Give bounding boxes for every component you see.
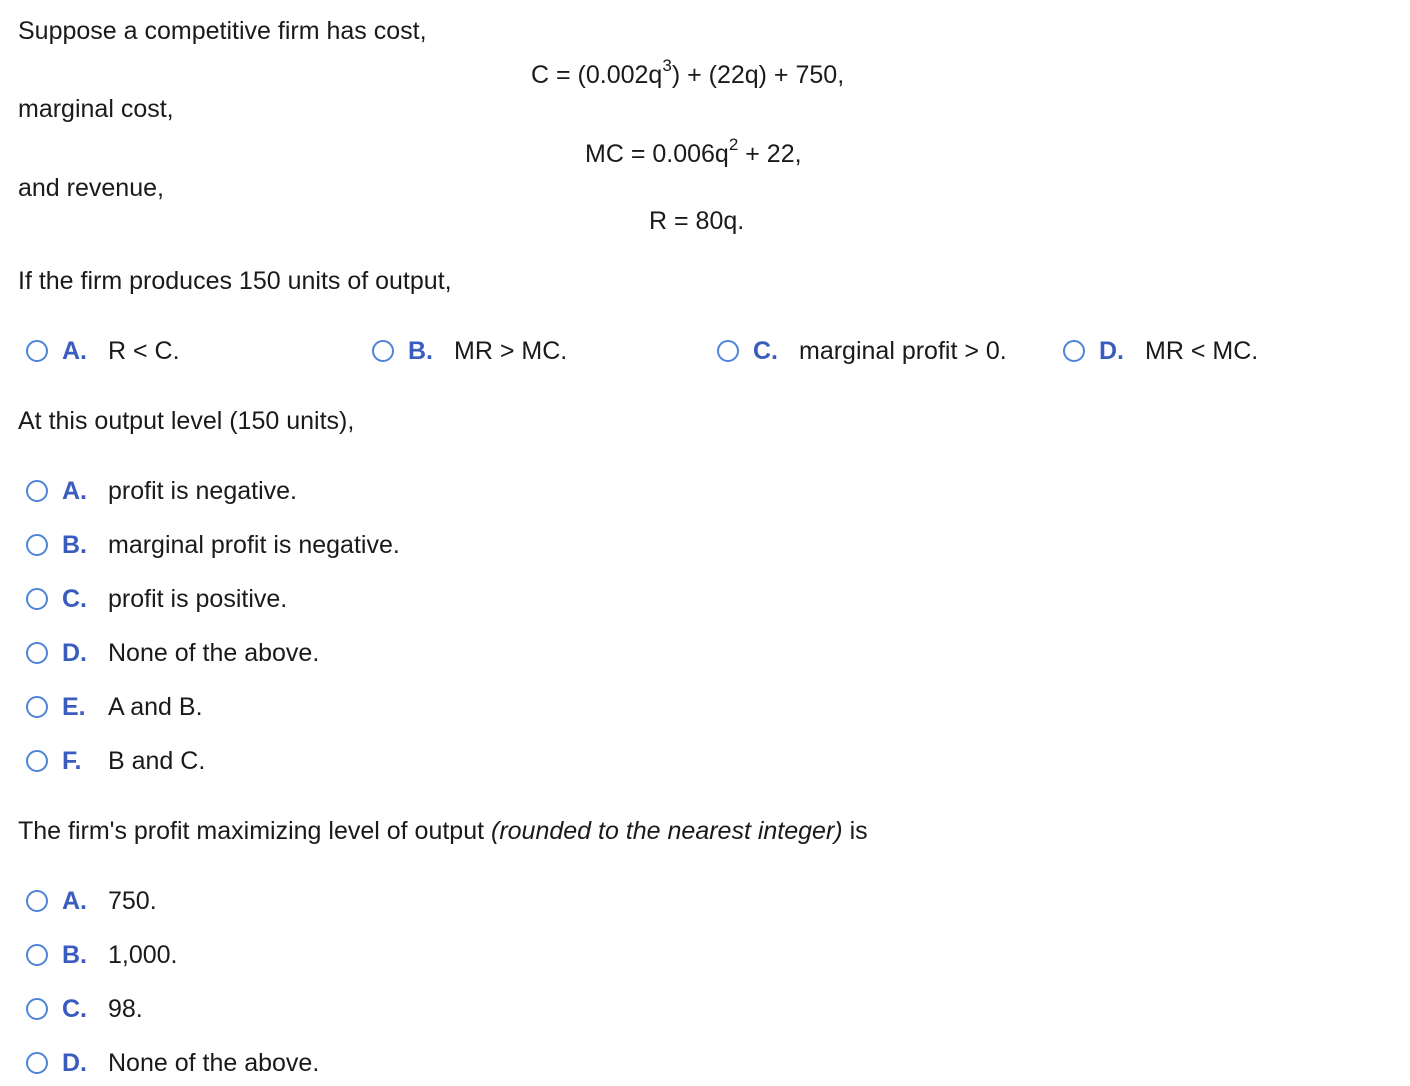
q3-option-a[interactable] bbox=[26, 886, 157, 916]
radio-button-icon[interactable] bbox=[26, 1052, 48, 1074]
radio-button-icon[interactable] bbox=[26, 890, 48, 912]
option-letter: C. bbox=[753, 336, 778, 365]
radio-button-icon[interactable] bbox=[26, 696, 48, 718]
option-text: 1,000. bbox=[108, 940, 178, 969]
q3-option-c[interactable] bbox=[26, 994, 143, 1024]
option-text: profit is positive. bbox=[108, 584, 288, 613]
option-letter: C. bbox=[62, 994, 87, 1023]
q3-prompt-end: is bbox=[842, 817, 868, 845]
cost-label: Suppose a competitive firm has cost, bbox=[18, 17, 427, 45]
option-text: None of the above. bbox=[108, 1048, 320, 1077]
option-letter: D. bbox=[62, 1048, 87, 1077]
radio-button-icon[interactable] bbox=[26, 480, 48, 502]
radio-button-icon[interactable] bbox=[26, 588, 48, 610]
option-letter: D. bbox=[62, 638, 87, 667]
radio-button-icon[interactable] bbox=[26, 642, 48, 664]
option-text: profit is negative. bbox=[108, 476, 297, 505]
cost-equation-exponent: 3 bbox=[662, 55, 672, 75]
radio-button-icon[interactable] bbox=[26, 340, 48, 362]
option-text: 98. bbox=[108, 994, 143, 1023]
option-letter: A. bbox=[62, 886, 87, 915]
option-text: marginal profit is negative. bbox=[108, 530, 400, 559]
option-letter: D. bbox=[1099, 336, 1124, 365]
option-text: A and B. bbox=[108, 692, 203, 721]
q1-option-d[interactable] bbox=[1063, 336, 1258, 366]
q2-option-e[interactable] bbox=[26, 692, 203, 722]
option-letter: E. bbox=[62, 692, 86, 721]
option-letter: C. bbox=[62, 584, 87, 613]
option-text: MR < MC. bbox=[1145, 336, 1259, 365]
option-letter: A. bbox=[62, 476, 87, 505]
radio-button-icon[interactable] bbox=[26, 944, 48, 966]
option-letter: B. bbox=[408, 336, 433, 365]
q3-prompt-text: The firm's profit maximizing level of output bbox=[18, 817, 491, 845]
cost-equation bbox=[531, 55, 845, 90]
mc-equation bbox=[585, 134, 802, 169]
option-letter: B. bbox=[62, 530, 87, 559]
cost-equation-part-a: C = (0.002q bbox=[531, 61, 663, 89]
q2-prompt: At this output level (150 units), bbox=[18, 407, 355, 435]
mc-equation-part-b: + 22, bbox=[738, 140, 802, 168]
option-text: R < C. bbox=[108, 336, 180, 365]
radio-button-icon[interactable] bbox=[26, 750, 48, 772]
q1-option-b[interactable] bbox=[372, 336, 567, 366]
q1-prompt: If the firm produces 150 units of output, bbox=[18, 267, 452, 295]
q3-option-d[interactable] bbox=[26, 1048, 319, 1078]
q3-prompt-emphasis: (rounded to the nearest integer) bbox=[491, 817, 843, 845]
option-letter: B. bbox=[62, 940, 87, 969]
q1-option-a[interactable] bbox=[26, 336, 180, 366]
option-text: marginal profit > 0. bbox=[799, 336, 1007, 365]
q2-option-b[interactable] bbox=[26, 530, 400, 560]
cost-equation-part-b: ) + (22q) + 750, bbox=[671, 61, 845, 89]
radio-button-icon[interactable] bbox=[372, 340, 394, 362]
q2-option-f[interactable] bbox=[26, 746, 205, 776]
option-text: B and C. bbox=[108, 746, 206, 775]
mc-equation-part-a: MC = 0.006q bbox=[585, 140, 729, 168]
option-letter: A. bbox=[62, 336, 87, 365]
option-text: 750. bbox=[108, 886, 157, 915]
revenue-label: and revenue, bbox=[18, 174, 164, 202]
mc-label: marginal cost, bbox=[18, 95, 174, 123]
q2-option-c[interactable] bbox=[26, 584, 287, 614]
q3-prompt bbox=[18, 816, 868, 846]
q2-option-d[interactable] bbox=[26, 638, 319, 668]
radio-button-icon[interactable] bbox=[717, 340, 739, 362]
option-text: None of the above. bbox=[108, 638, 320, 667]
radio-button-icon[interactable] bbox=[26, 534, 48, 556]
option-letter: F. bbox=[62, 746, 82, 775]
q2-option-a[interactable] bbox=[26, 476, 297, 506]
option-text: MR > MC. bbox=[454, 336, 568, 365]
mc-equation-exponent: 2 bbox=[728, 134, 739, 154]
radio-button-icon[interactable] bbox=[26, 998, 48, 1020]
q3-option-b[interactable] bbox=[26, 940, 178, 970]
radio-button-icon[interactable] bbox=[1063, 340, 1085, 362]
q1-option-c[interactable] bbox=[717, 336, 1007, 366]
revenue-equation: R = 80q. bbox=[649, 207, 745, 235]
